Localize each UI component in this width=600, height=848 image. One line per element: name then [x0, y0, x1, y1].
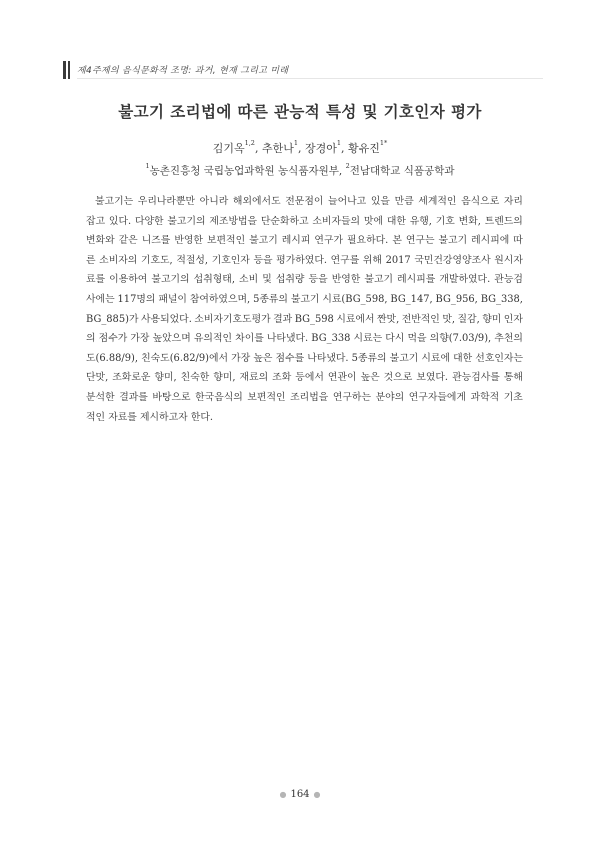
author: 김기옥$^{1,2}$, — [212, 139, 262, 155]
paper-title: 불고기 조리법에 따른 관능적 특성 및 기호인자 평가 — [118, 102, 482, 121]
abstract-line: 른 소비자의 기호도, 적절성, 기호인자 등을 평가하였다. 연구를 위해 2017 국민건강영양조사 원시자 — [86, 254, 523, 266]
abstract-line: 사에는 117명의 패널이 참여하였으며, 5종류의 불고기 시료(BG_598, BG_147, BG_956, BG_338, — [86, 293, 523, 305]
abstract-body — [86, 192, 523, 427]
abstract-line: 불고기는 우리나라뿐만 아니라 해외에서도 전문점이 늘어나고 있을 만큼 세계적인 음식으로 자리 — [95, 196, 523, 207]
abstract-line: 적인 자료를 제시하고자 한다. — [86, 411, 214, 423]
header-divider — [77, 78, 543, 79]
running-title: 제4주제의 음식문화적 조명: 과거, 현재 그리고 미래 — [77, 66, 289, 76]
author-list — [0, 140, 600, 156]
affiliation-list — [0, 163, 600, 178]
abstract-line: 변화와 같은 니즈를 반영한 보편적인 불고기 레시피 연구가 필요하다. 본 연구는 불고기 레시피에 따 — [86, 235, 523, 247]
bullet-icon: ● — [279, 790, 287, 799]
author: 장경아$^1$, — [304, 139, 348, 155]
author: 추한나$^1$, — [261, 139, 305, 155]
running-header — [63, 59, 543, 81]
page-number: ● 164 ● — [279, 789, 321, 800]
abstract-line: 잡고 있다. 다양한 불고기의 제조방법을 단순화하고 소비자들의 맛에 대한 유행, 기호 변화, 트렌드의 — [86, 215, 523, 227]
author: 황유진$^{1*}$ — [348, 139, 388, 155]
abstract-line: 도(6.88/9), 친숙도(6.82/9)에서 가장 높은 점수를 나타냈다. 5종류의 불고기 시료에 대한 선호인자는 — [86, 352, 523, 364]
abstract-line: 단맛, 조화로운 향미, 친숙한 향미, 재료의 조화 등에서 연관이 높은 것으로 보였다. 관능검사를 통해 — [86, 372, 523, 384]
abstract-line: 분석한 결과를 바탕으로 한국음식의 보편적인 조리법을 연구하는 분야의 연구자들에게 과학적 기초 — [86, 391, 523, 403]
bullet-icon: ● — [313, 790, 321, 799]
abstract-line: 의 점수가 가장 높았으며 유의적인 차이를 나타냈다. BG_338 시료는 다시 먹을 의향(7.03/9), 추천의 — [86, 333, 523, 345]
affiliation: $^1$농촌진흥청 국립농업과학원 농식품자원부, — [145, 162, 346, 177]
header-bars-decoration — [63, 61, 73, 79]
abstract-line: 료를 이용하여 불고기의 섭취형태, 소비 및 섭취량 등을 반영한 불고기 레시피를 개발하였다. 관능검 — [86, 274, 523, 286]
abstract-line: BG_885)가 사용되었다. 소비자기호도평가 결과 BG_598 시료에서 짠맛, 전반적인 맛, 질감, 향미 인자 — [86, 313, 523, 325]
affiliation: $^2$전남대학교 식품공학과 — [345, 162, 455, 177]
